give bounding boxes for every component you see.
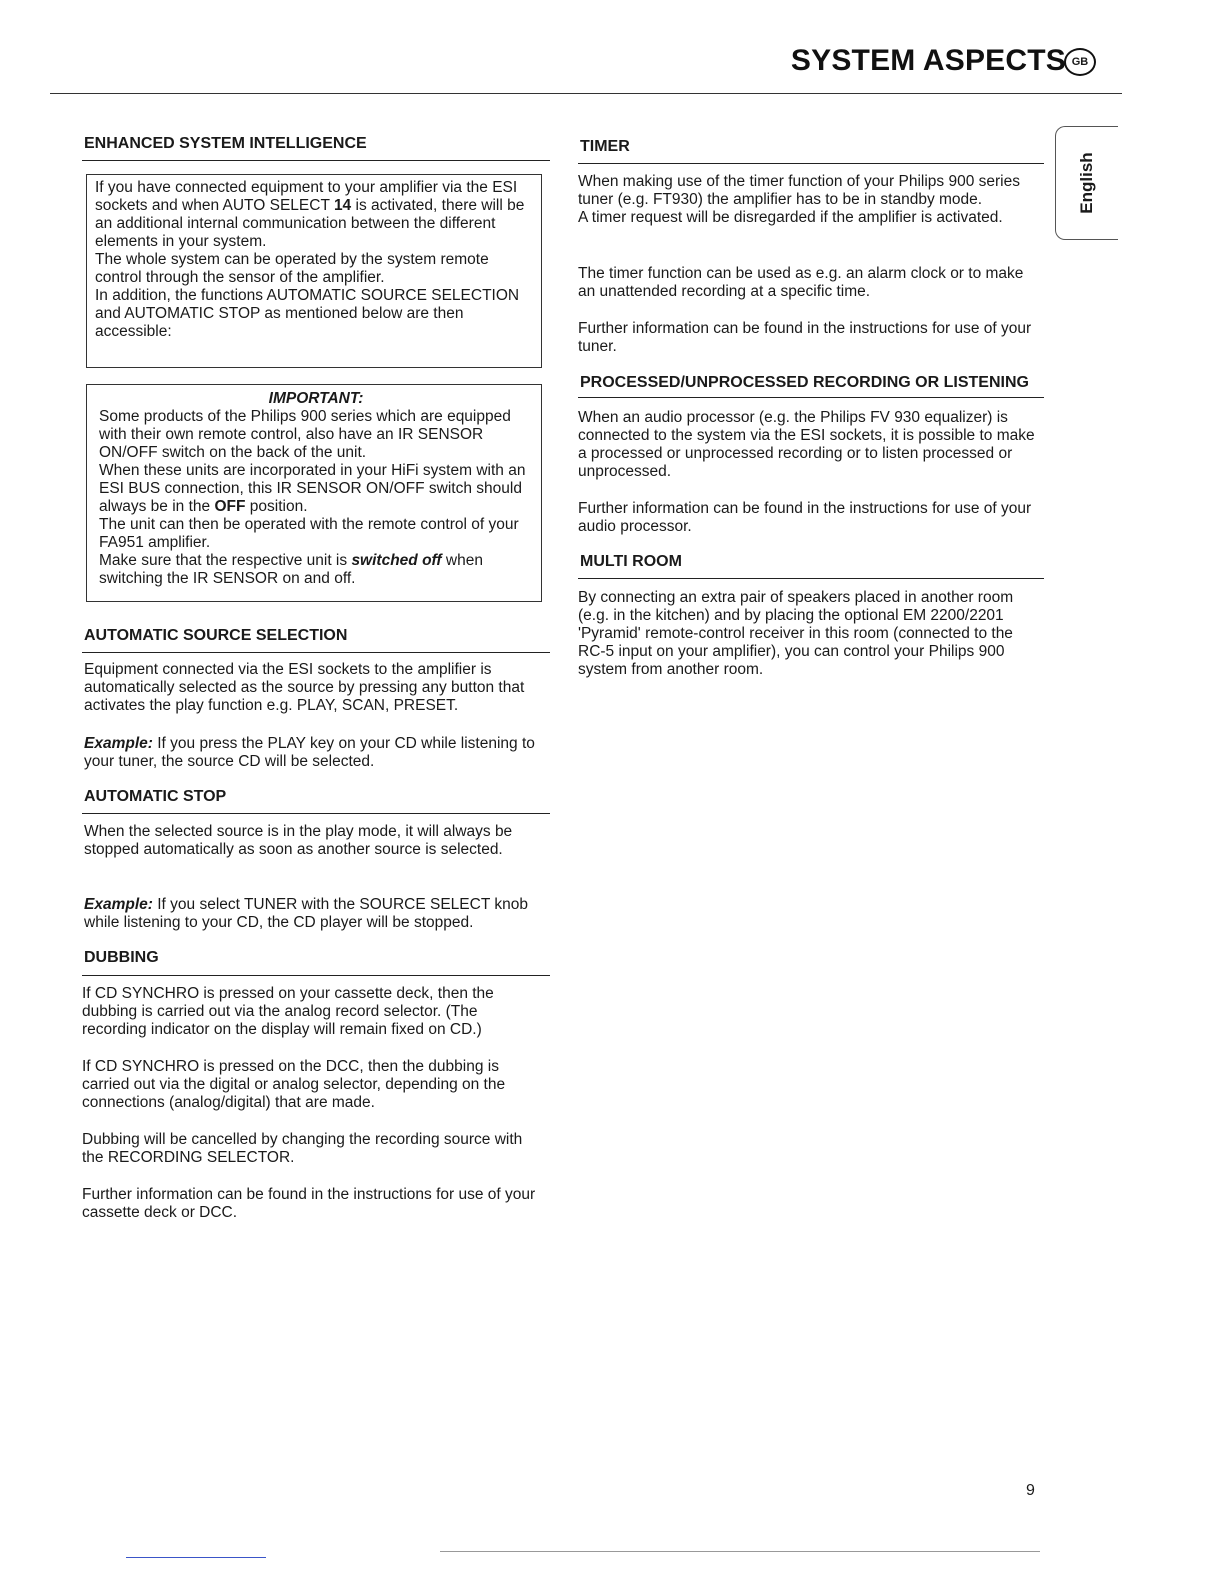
- section-rule: [578, 397, 1044, 398]
- dubbing-paragraph-4: Further information can be found in the instructions for use of your cassette deck or DCC.: [82, 1186, 536, 1221]
- important-box: [86, 384, 542, 602]
- section-rule: [82, 975, 550, 976]
- auto-source-paragraph: Equipment connected via the ESI sockets to the amplifier is automatically selected as the source by pressing any button that activates the play function e.g. PLAY, SCAN, PRESET.: [84, 661, 525, 714]
- important-paragraph-3: The unit can then be operated with the remote control of your FA951 amplifier.: [99, 516, 519, 551]
- section-title-processed: PROCESSED/UNPROCESSED RECORDING OR LISTENING: [580, 374, 1029, 391]
- header-divider: [50, 93, 1122, 94]
- section-title-multi-room: MULTI ROOM: [580, 553, 682, 570]
- section-rule: [578, 163, 1044, 164]
- language-side-tab: [1055, 126, 1118, 240]
- esi-paragraph-3: In addition, the functions AUTOMATIC SOURCE SELECTION and AUTOMATIC STOP as mentioned below are then accessible:: [95, 287, 520, 340]
- esi-text: [95, 179, 531, 341]
- section-title-dubbing: DUBBING: [84, 949, 159, 966]
- section-rule: [82, 652, 550, 653]
- example-label: Example:: [84, 896, 153, 913]
- timer-paragraph-2: The timer function can be used as e.g. an alarm clock or to make an unattended recording at a specific time.: [578, 265, 1024, 300]
- important-title: IMPORTANT:: [268, 390, 364, 407]
- auto-stop-text: [84, 823, 534, 859]
- important-paragraph-4: Make sure that the respective unit is switched off when switching the IR SENSOR on and off.: [99, 552, 483, 587]
- language-badge: GB: [1064, 48, 1096, 76]
- example-label: Example:: [84, 735, 153, 752]
- section-rule: [82, 813, 550, 814]
- section-title-auto-source: AUTOMATIC SOURCE SELECTION: [84, 627, 348, 644]
- auto-source-example: Example: If you press the PLAY key on your CD while listening to your tuner, the source CD will be selected.: [84, 735, 535, 770]
- processed-paragraph-1: When an audio processor (e.g. the Philips FV 930 equalizer) is connected to the system via the ESI sockets, it is possible to make a processed or unprocessed recording or to listen processed or unprocessed.: [578, 409, 1035, 480]
- esi-paragraph-1: If you have connected equipment to your amplifier via the ESI sockets and when AUTO SELECT 14 is activated, there will be an additional internal communication between the different elements in your system.: [95, 179, 525, 250]
- auto-stop-paragraph: When the selected source is in the play mode, it will always be stopped automatically as soon as another source is selected.: [84, 823, 513, 858]
- section-title-esi: ENHANCED SYSTEM INTELLIGENCE: [84, 135, 367, 152]
- dubbing-paragraph-3: Dubbing will be cancelled by changing the recording source with the RECORDING SELECTOR.: [82, 1131, 523, 1166]
- multi-room-paragraph: By connecting an extra pair of speakers placed in another room (e.g. in the kitchen) and by placing the optional EM 2200/2201 'Pyramid' remote-control receiver in this room (connected to the RC-5 input on your amplifier), you can control your Philips 900 system from another room.: [578, 589, 1014, 678]
- page-title: SYSTEM ASPECTS: [790, 44, 1066, 77]
- important-paragraph-2: When these units are incorporated in your HiFi system with an ESI BUS connection, this IR SENSOR ON/OFF switch should always be in the OFF position.: [99, 462, 526, 515]
- dubbing-paragraph-1: If CD SYNCHRO is pressed on your cassette deck, then the dubbing is carried out via the analog record selector. (The recording indicator on the display will remain fixed on CD.): [82, 985, 494, 1038]
- footer-scan-artifact: [440, 1551, 1040, 1552]
- auto-source-text: [84, 661, 544, 715]
- dubbing-paragraph-2: If CD SYNCHRO is pressed on the DCC, then the dubbing is carried out via the digital or analog selector, depending on the connections (analog/digital) that are made.: [82, 1058, 506, 1111]
- timer-paragraph-3: Further information can be found in the instructions for use of your tuner.: [578, 320, 1032, 355]
- language-tab-label: English: [1077, 152, 1096, 214]
- page-number: 9: [1026, 1482, 1035, 1499]
- footer-mark: [126, 1557, 266, 1558]
- section-rule: [578, 578, 1044, 579]
- timer-paragraph-1: When making use of the timer function of your Philips 900 series tuner (e.g. FT930) the amplifier has to be in standby mode. A timer request will be disregarded if the amplifier is activated.: [578, 173, 1020, 226]
- section-title-auto-stop: AUTOMATIC STOP: [84, 788, 227, 805]
- processed-paragraph-2: Further information can be found in the instructions for use of your audio processor.: [578, 500, 1032, 535]
- esi-info-box: [86, 174, 542, 368]
- section-title-timer: TIMER: [580, 138, 630, 155]
- important-text: [99, 408, 533, 588]
- important-paragraph-1: Some products of the Philips 900 series which are equipped with their own remote control, also have an IR SENSOR ON/OFF switch on the back of the unit.: [99, 408, 511, 461]
- section-rule: [82, 160, 550, 161]
- esi-paragraph-2: The whole system can be operated by the system remote control through the sensor of the amplifier.: [95, 251, 489, 286]
- auto-stop-example: Example: If you select TUNER with the SOURCE SELECT knob while listening to your CD, the CD player will be stopped.: [84, 896, 528, 931]
